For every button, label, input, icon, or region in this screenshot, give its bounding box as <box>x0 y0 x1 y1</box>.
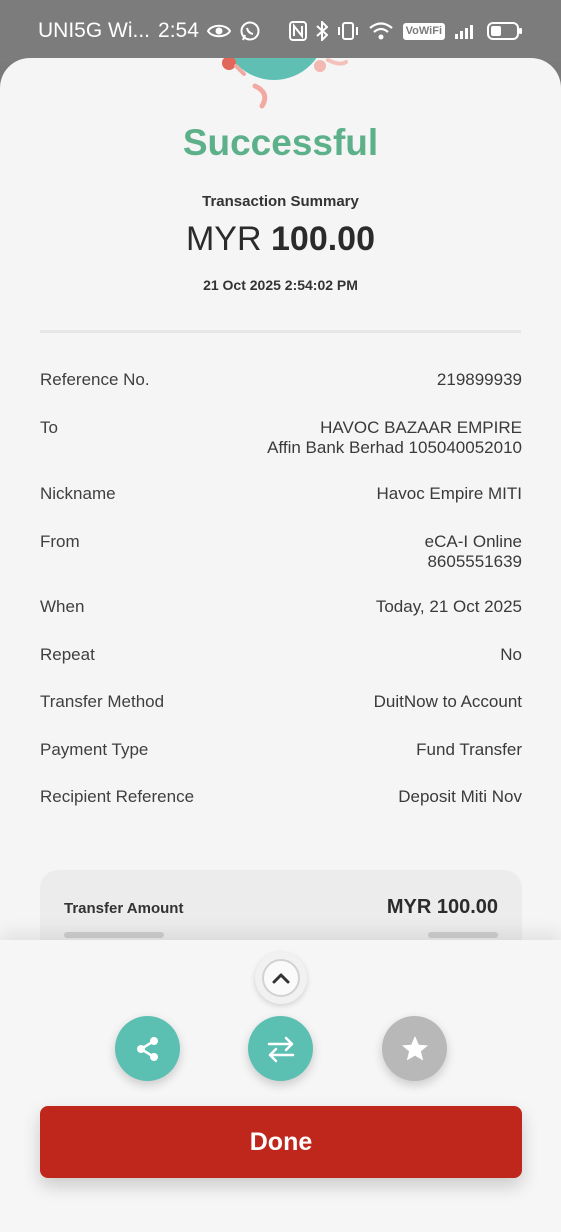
obscured-row-label <box>64 932 164 938</box>
source-account-number: 8605551639 <box>427 552 522 571</box>
battery-icon <box>487 22 523 40</box>
obscured-row-value <box>428 932 498 938</box>
transfer-again-button[interactable] <box>248 1016 313 1081</box>
receipt-sheet <box>0 58 561 1232</box>
detail-value: DuitNow to Account <box>373 692 522 711</box>
transaction-datetime: 21 Oct 2025 2:54:02 PM <box>203 277 358 293</box>
total-amount <box>0 220 561 259</box>
recipient-name: HAVOC BAZAAR EMPIRE <box>320 418 522 437</box>
detail-label: Transfer Method <box>40 692 165 711</box>
transfer-arrows-icon <box>265 1034 297 1064</box>
source-account-name: eCA-I Online <box>424 532 522 551</box>
wifi-icon <box>368 21 394 41</box>
detail-value: Havoc Empire MITI <box>376 484 522 503</box>
divider <box>40 330 521 333</box>
detail-value: 219899939 <box>436 370 522 389</box>
transfer-amount-value: MYR 100.00 <box>386 896 498 918</box>
share-button[interactable] <box>115 1016 180 1081</box>
detail-row-recipient-reference <box>40 787 522 807</box>
detail-row-nickname <box>40 484 522 504</box>
transfer-amount-label: Transfer Amount <box>64 900 184 917</box>
bottom-action-panel <box>0 940 561 1232</box>
detail-value: Deposit Miti Nov <box>398 787 522 806</box>
detail-row-to <box>40 418 522 458</box>
detail-label: Recipient Reference <box>40 787 195 806</box>
bluetooth-icon <box>316 21 328 41</box>
chevron-up-icon <box>262 959 300 997</box>
detail-row-reference <box>40 370 522 390</box>
vibrate-icon <box>337 21 359 41</box>
status-left <box>38 19 261 43</box>
detail-label: Nickname <box>40 484 116 503</box>
summary-label: Transaction Summary <box>202 193 359 210</box>
detail-label: To <box>40 418 58 437</box>
status-title: Successful <box>182 122 379 163</box>
detail-value: No <box>500 645 522 664</box>
carrier-name: UNI5G Wi... <box>38 19 151 42</box>
add-favourite-button[interactable] <box>382 1016 447 1081</box>
detail-row-from <box>40 532 522 572</box>
star-icon <box>399 1033 431 1065</box>
detail-label: Repeat <box>40 645 95 664</box>
detail-value: Fund Transfer <box>416 740 522 759</box>
detail-row-method <box>40 692 522 712</box>
whatsapp-icon <box>239 20 261 42</box>
amount-currency: MYR <box>185 220 262 258</box>
share-icon <box>133 1034 163 1064</box>
detail-row-repeat <box>40 645 522 665</box>
detail-label: When <box>40 597 85 616</box>
celebration-illustration <box>0 58 561 118</box>
detail-row-payment-type <box>40 740 522 760</box>
recipient-bank: Affin Bank Berhad 105040052010 <box>267 438 522 457</box>
detail-label: Payment Type <box>40 740 149 759</box>
detail-value: Today, 21 Oct 2025 <box>375 597 522 616</box>
detail-row-when <box>40 597 522 617</box>
status-bar <box>0 0 561 62</box>
detail-label: Reference No. <box>40 370 150 389</box>
eye-icon <box>207 22 231 40</box>
status-right <box>289 21 523 41</box>
detail-value <box>425 532 522 572</box>
detail-value <box>267 418 522 458</box>
detail-label: From <box>40 532 80 551</box>
clock: 2:54 <box>158 19 199 42</box>
nfc-icon <box>289 21 307 41</box>
expand-toggle-button[interactable] <box>255 952 307 1004</box>
done-button[interactable]: Done <box>40 1106 522 1178</box>
vowifi-badge: VoWiFi <box>403 23 445 40</box>
amount-value: 100.00 <box>271 220 375 258</box>
signal-icon <box>454 22 478 40</box>
